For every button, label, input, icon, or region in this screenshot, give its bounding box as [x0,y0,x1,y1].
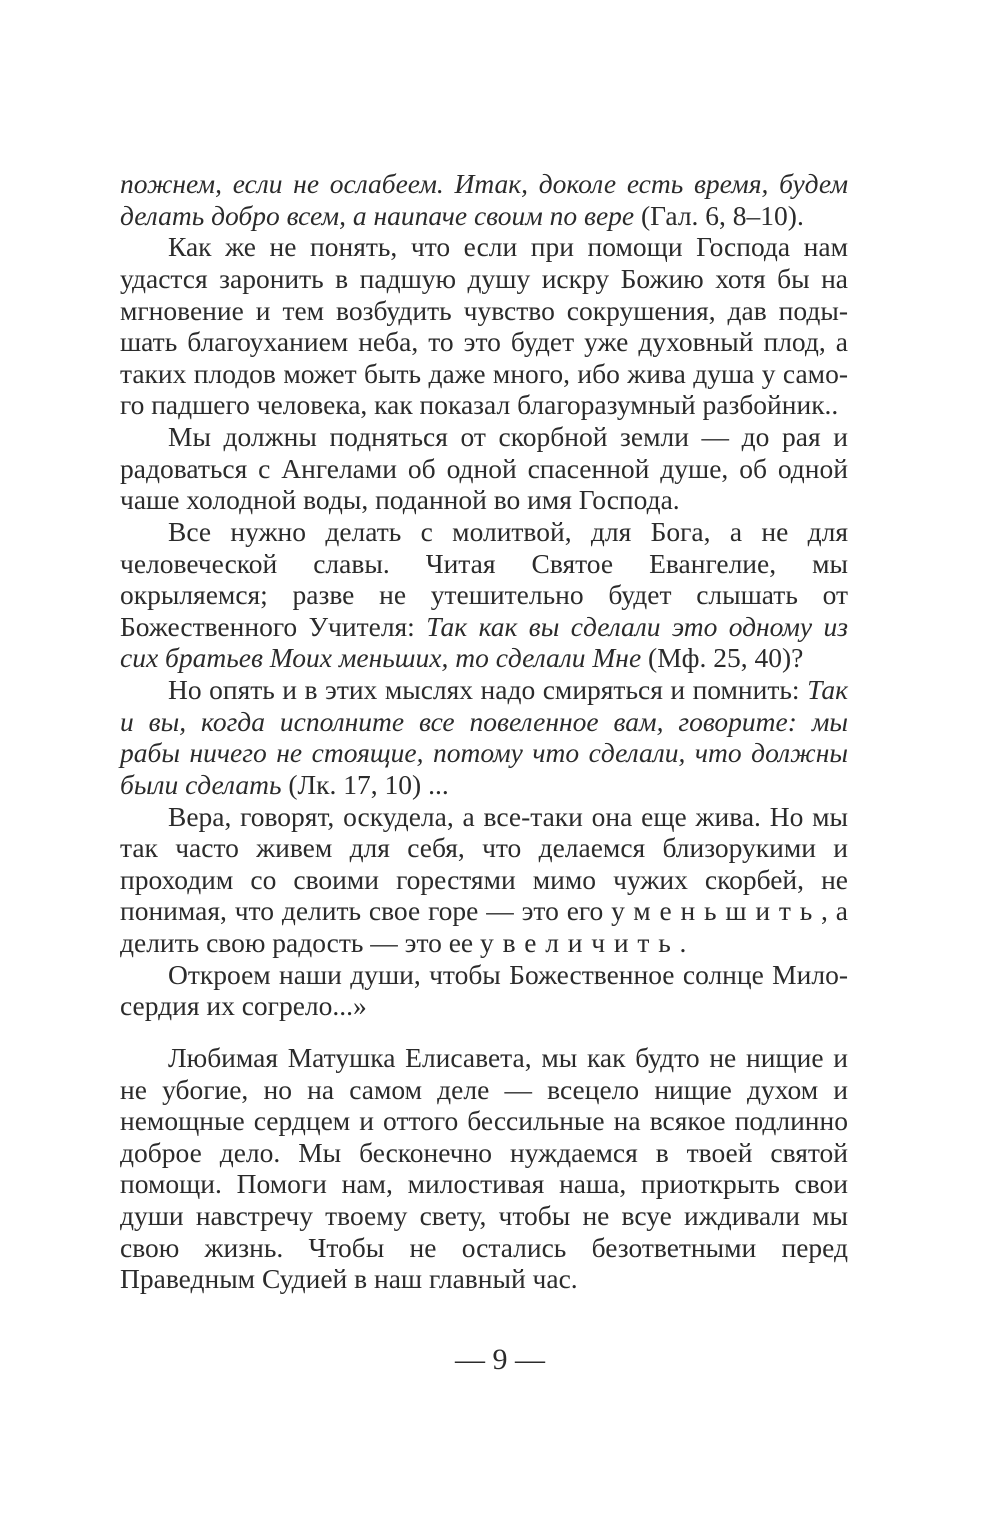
spaced-emphasis: увеличить [480,927,680,958]
text-run: Мы должны подняться от скорбной земли — до рая и радоваться с Ангелами об одной спасенной душе, об одной чаше холодной воды, поданной во имя Господа. [120,421,848,516]
paragraph [120,421,848,516]
text-run: Так как вы сделали это одному из сих братьев Моих меньших, то сделали Мне [120,610,849,674]
paragraph [120,959,848,1022]
text-run: Вера, говорят, оскудела, а все-таки она еще жива. Но мы так часто живем для себя, что делаемся близорукими и проходим со своими горестями мимо чужих скорбей, не понимая, что делить свое горе — это его [120,800,848,927]
paragraph [120,801,848,959]
text-run: Так и вы, когда исполните все повеленное вам, говорите: мы рабы ничего не стоящие, потому что сделали, что должны были сделать [120,674,848,800]
text-run: Откроем наши души, чтобы Божественное солнце Милосердия их согрело...» [120,958,848,1022]
text-run: пожнем, если не ослабеем. Итак, доколе есть время, будем делать добро всем, а наипаче своим по вере [120,168,848,231]
paragraph [120,674,848,801]
paragraph [120,1042,848,1295]
text-run: (Гал. 6, 8–10). [634,199,804,231]
body-text [120,168,848,1295]
page-number: — 9 — [455,1343,545,1376]
text-run: Но опять и в этих мыслях надо смиряться и помнить: [168,674,808,705]
paragraph [120,231,848,421]
paragraph [120,516,848,674]
text-run: Любимая Матушка Елисавета, мы как будто не нищие и не убогие, но на самом деле — всецело нищие духом и немощные сердцем и оттого бессильные на всякое подлинно доброе дело. Мы бесконечно нуждаемся в твоей святой помощи. Помоги нам, милостивая наша, приоткрыть свои души навстречу твоему свету, чтобы не всуе иждивали мы свою жизнь. Чтобы не остались безответными перед Праведным Судией в наш главный час. [120,1041,848,1295]
text-run: , а делить свою радость — это ее [120,895,848,958]
paragraph [120,168,848,231]
spaced-emphasis: уменьшить [611,895,822,927]
text-run: (Мф. 25, 40)? [641,642,804,674]
text-run: (Лк. 17, 10) ... [281,768,449,800]
text-run: Все нужно делать с молитвой, для Бога, а не для человеческой славы. Читая Святое Евангелие, мы окрыляемся; разве не утешительно будет слышать от Божественного Учителя: [120,515,848,642]
text-run: . [679,927,687,958]
text-run: Как же не понять, что если при помощи Господа нам удастся заронить в падшую душу искру Божию хотя бы на мгновение и тем возбудить чувство сокрушения, дав подышать благоуханием неба, то это будет уже духовный плод, а таких плодов может быть даже много, ибо жива душа у самого падшего человека, как показал благоразумный разбойник.. [120,231,848,421]
